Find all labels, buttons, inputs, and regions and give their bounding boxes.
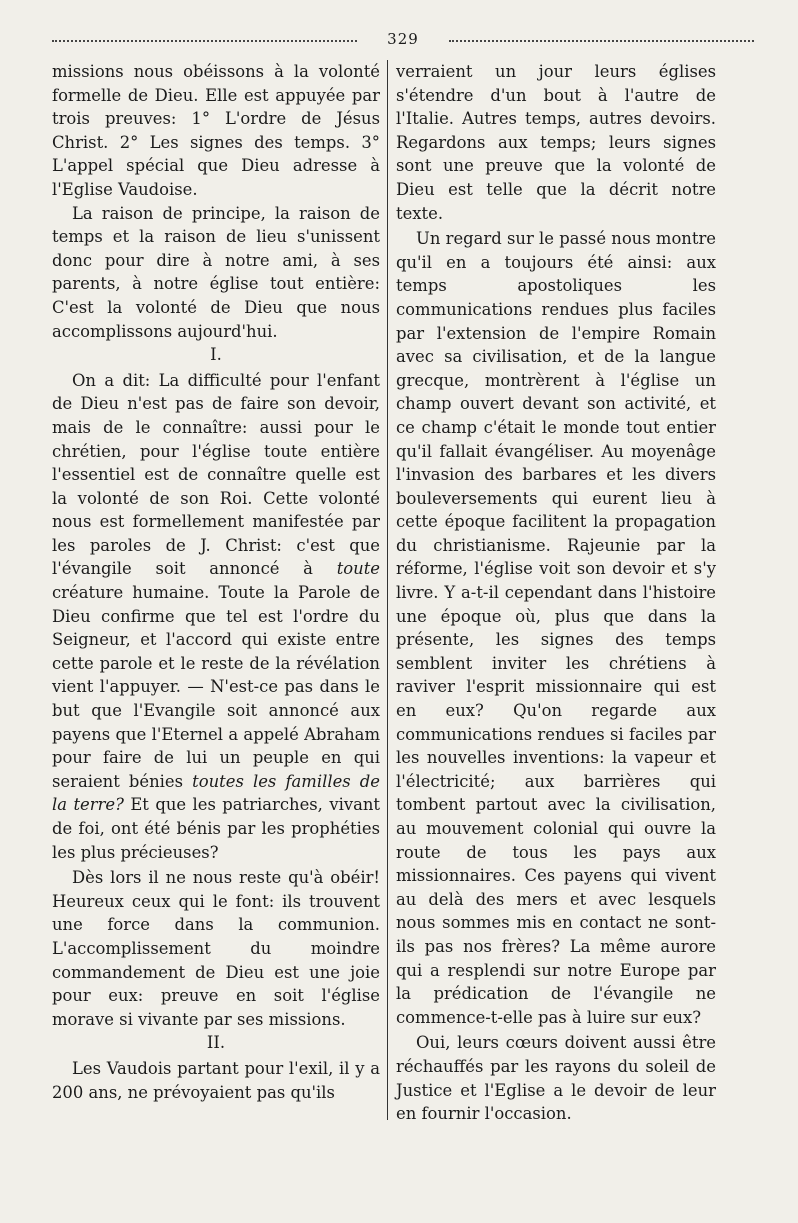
left-column xyxy=(52,60,380,1104)
page-header xyxy=(52,30,754,50)
paragraph: Dès lors il ne nous reste qu'à obéir! Heureux ceux qui le font: ils trouvent une force dans la communion. L'accomplissement du moindre commandement de Dieu est une joie pour eux: preuve en soit l'église morave si vivante par ses missions. xyxy=(52,868,380,1029)
paragraph: missions nous obéissons à la volonté formelle de Dieu. Elle est appuyée par trois preuves: 1° L'ordre de Jésus Christ. 2° Les signes des temps. 3° L'appel spécial que Dieu adresse à l'Eglise Vaudoise. xyxy=(52,62,380,199)
paragraph: Les Vaudois partant pour l'exil, il y a 200 ans, ne prévoyaient pas qu'ils xyxy=(52,1058,380,1102)
right-column xyxy=(396,60,716,1126)
paragraph: Oui, leurs cœurs doivent aussi être réchauffés par les rayons du soleil de Justice et l'Eglise a le devoir de leur en fournir l'occasion. xyxy=(396,1033,716,1124)
text-run: Et que les patriarches, vivant de foi, ont été bénis par les prophéties les plus précieuses? xyxy=(52,795,380,862)
emphasis: toutes les familles de la terre? xyxy=(52,771,380,815)
paragraph: verraient un jour leurs églises s'étendre d'un bout à l'autre de l'Italie. Autres temps, autres devoirs. Regardons aux temps; leurs signes sont une preuve que la volonté de Dieu est telle que la décrit notre texte. xyxy=(396,62,716,223)
text-run: On a dit: La difficulté pour l'enfant de Dieu n'est pas de faire son devoir, mais de le connaître: aussi pour le chrétien, pour l'église toute entière l'essentiel est de connaître quelle est la volonté de son Roi. Cette volonté nous est formellement manifestée par les paroles de J. Christ: c'est que l'évangile soit annoncé à xyxy=(52,370,380,579)
section-heading: II. xyxy=(206,1033,226,1053)
header-rule-right xyxy=(449,40,754,42)
column-divider xyxy=(387,60,388,1120)
paragraph xyxy=(52,369,380,864)
section-heading: I. xyxy=(210,345,222,365)
text-run: créature humaine. Toute la Parole de Dieu confirme que tel est l'ordre du Seigneur, et l'accord qui existe entre cette parole et le reste de la révélation vient l'appuyer. — N'est-ce pas dans le but que l'Evangile soit annoncé aux payens que l'Eternel a appelé Abraham pour faire de lui un peuple en qui seraient bénies xyxy=(52,583,380,791)
paragraph: La raison de principe, la raison de temps et la raison de lieu s'unissent donc pour dire à notre ami, à ses parents, à notre église tout entière: C'est la volonté de Dieu que nous accomplissons aujourd'hui. xyxy=(52,203,380,341)
page-number: 329 xyxy=(387,30,419,48)
emphasis: toute xyxy=(336,559,380,579)
paragraph: Un regard sur le passé nous montre qu'il en a toujours été ainsi: aux temps apostoliques les communications rendues plus faciles par l'extension de l'empire Romain avec sa civilisation, et de la langue grecque, montrèrent à l'église un champ ouvert devant son activité, et ce champ c'était le monde tout entier qu'il fallait évangéliser. Au moyenâge l'invasion des barbares et les divers bouleversements qui eurent lieu à cette époque facilitent la propagation du christianisme. Rajeunie par la réforme, l'église voit son devoir et s'y livre. Y a-t-il cependant dans l'histoire une époque où, plus que dans la présente, les signes des temps semblent inviter les chrétiens à raviver l'esprit missionnaire qui est en eux? Qu'on regarde aux communications rendues si faciles par les nouvelles inventions: la vapeur et l'électricité; aux barrières qui tombent partout avec la civilisation, au mouvement colonial qui ouvre la route de tous les pays aux missionnaires. Ces payens qui vivent au delà des mers et avec lesquels nous sommes mis en contact ne sont-ils pas nos frères? La même aurore qui a resplendi sur notre Europe par la prédication de l'évangile ne commence-t-elle pas à luire sur eux? xyxy=(396,229,716,1027)
